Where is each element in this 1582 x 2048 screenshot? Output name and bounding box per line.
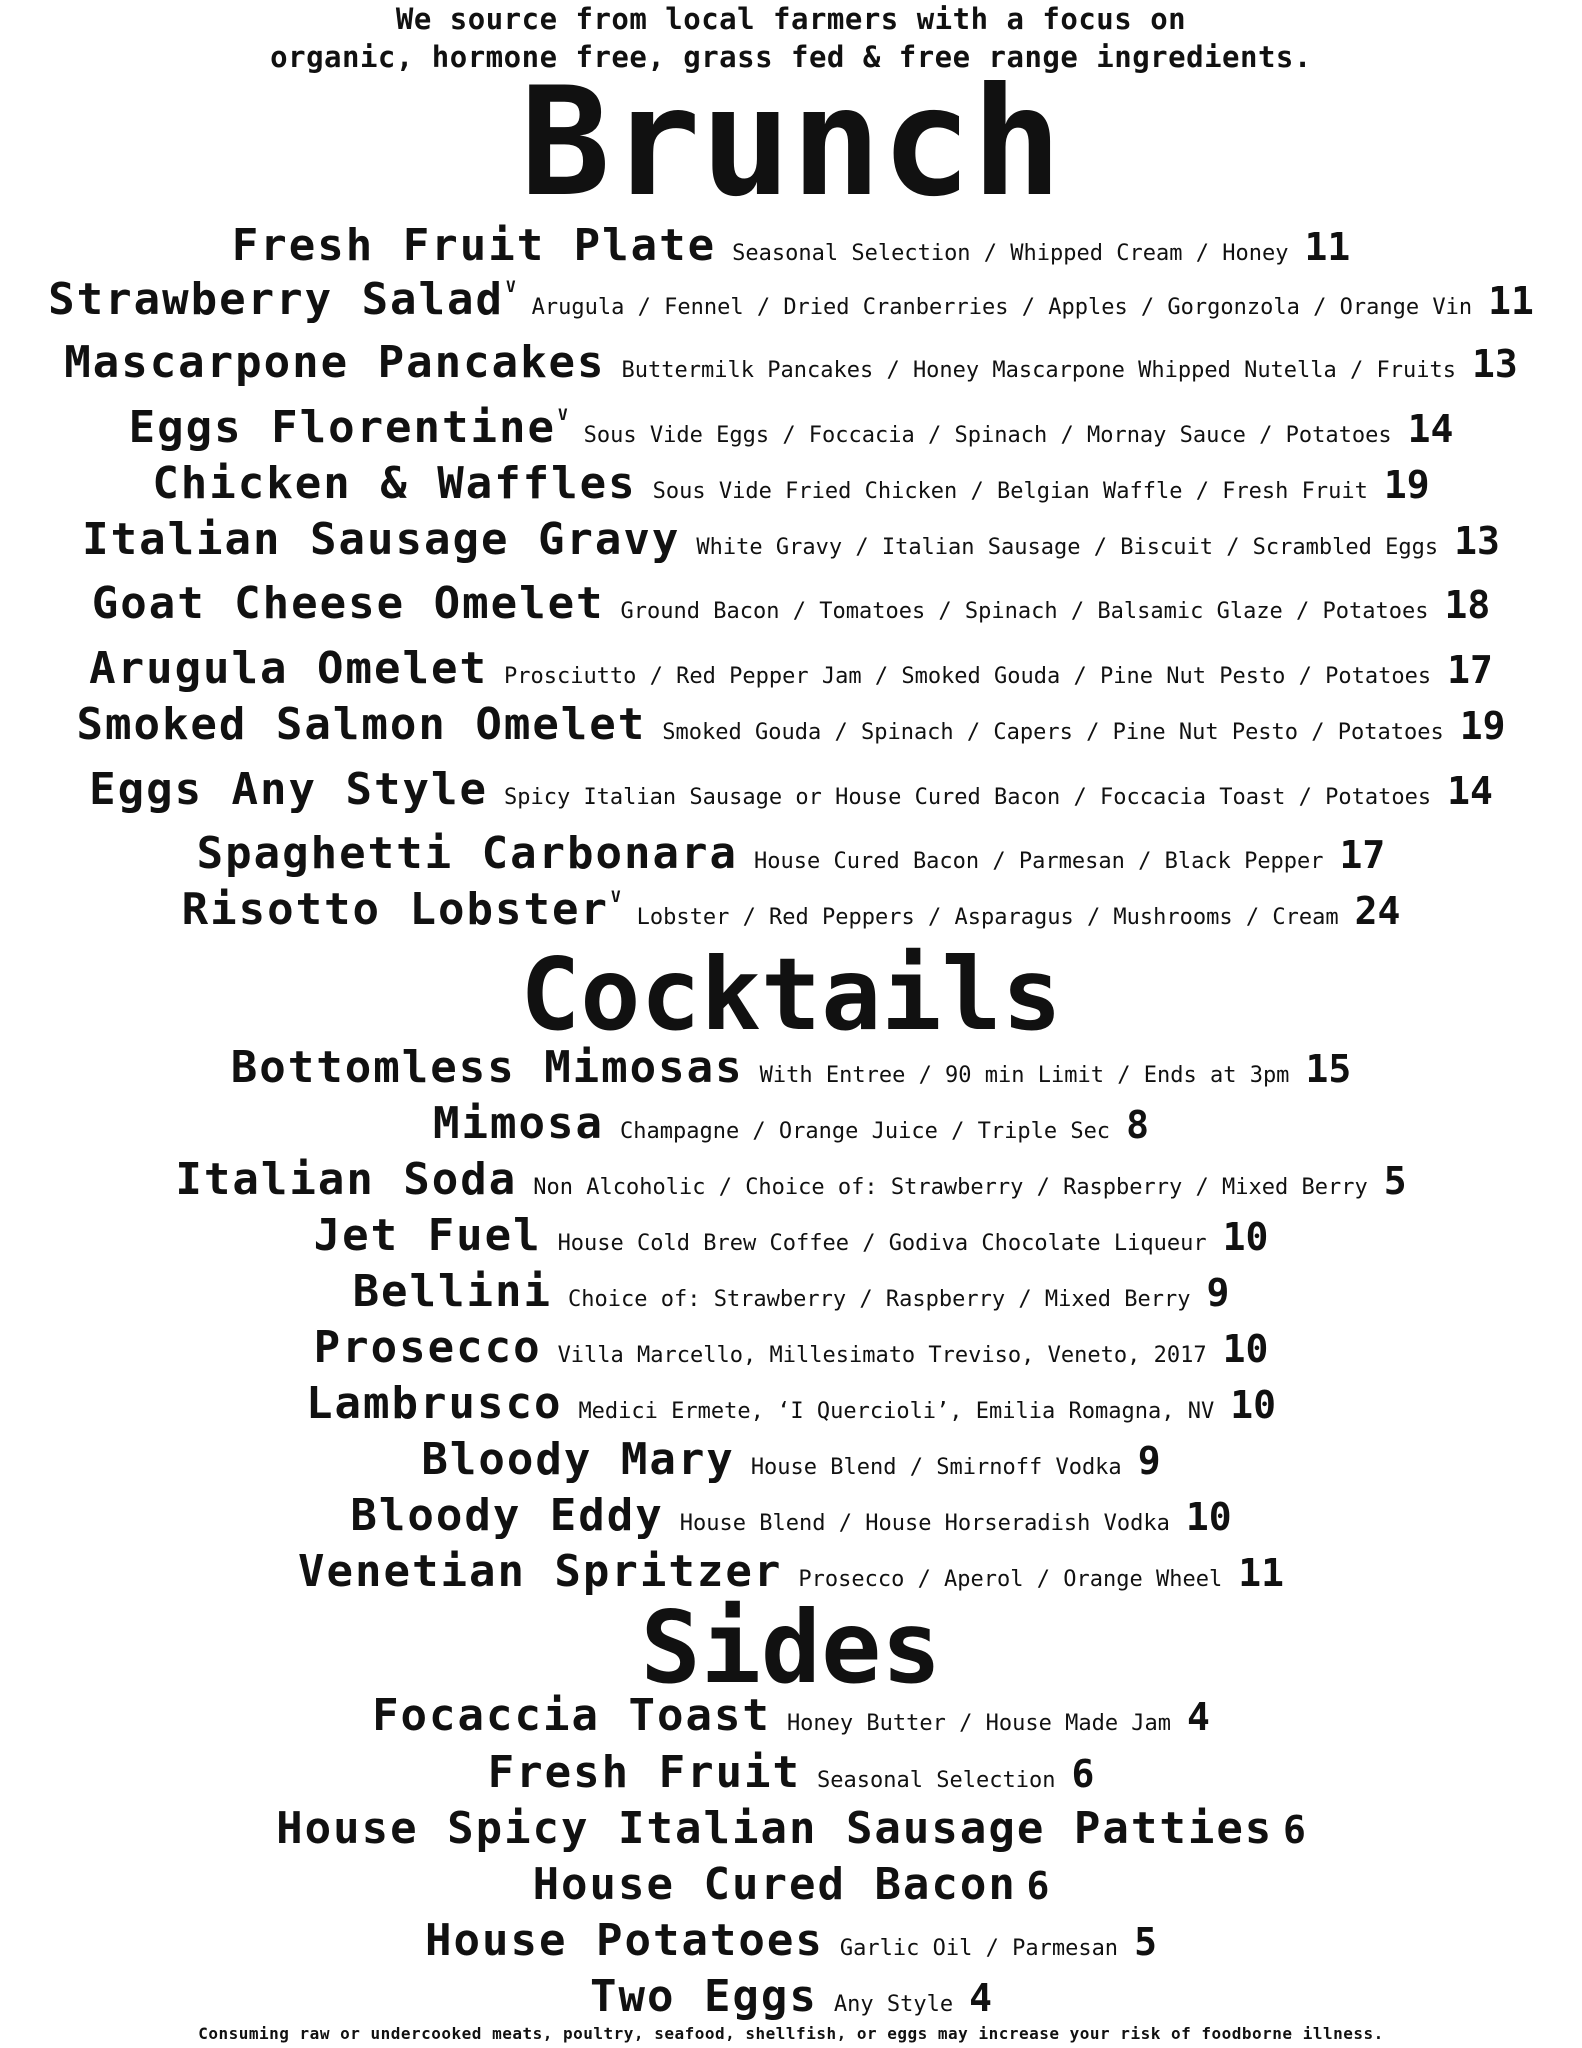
item-name: Focaccia Toast: [372, 1690, 771, 1741]
item-description: Smoked Gouda / Spinach / Capers / Pine Nut Pesto / Potatoes: [662, 720, 1444, 745]
menu-item: [0, 1803, 1582, 1854]
item-description: Buttermilk Pancakes / Honey Mascarpone Whipped Nutella / Fruits: [621, 358, 1456, 383]
item-description: House Cold Brew Coffee / Godiva Chocolate Liqueur: [557, 1231, 1207, 1256]
item-price: 11: [1304, 225, 1351, 269]
item-name: House Potatoes: [425, 1915, 824, 1966]
menu-item: [0, 274, 1582, 325]
section-title-cocktails: Cocktails: [520, 936, 1062, 1053]
item-description: Honey Butter / House Made Jam: [786, 1711, 1172, 1736]
item-name: Mascarpone Pancakes: [64, 337, 606, 388]
item-description: Prosciutto / Red Pepper Jam / Smoked Gouda / Pine Nut Pesto / Potatoes: [503, 664, 1432, 689]
item-description: With Entree / 90 min Limit / Ends at 3pm: [759, 1063, 1290, 1088]
item-description: White Gravy / Italian Sausage / Biscuit / Scrambled Eggs: [696, 535, 1439, 560]
item-price: 24: [1354, 889, 1401, 933]
item-price: 5: [1383, 1159, 1407, 1203]
menu-item: [0, 1859, 1582, 1910]
item-description: Spicy Italian Sausage or House Cured Bacon / Foccacia Toast / Potatoes: [503, 785, 1432, 810]
item-price: 11: [1238, 1551, 1284, 1595]
item-name: Bottomless Mimosas: [230, 1042, 744, 1093]
health-disclaimer: Consuming raw or undercooked meats, poultry, seafood, shellfish, or eggs may increase your risk of foodborne illness.: [198, 2024, 1384, 2043]
item-price: 17: [1447, 648, 1493, 692]
item-price: 5: [1134, 1920, 1157, 1964]
menu-item: [0, 699, 1582, 750]
item-name: Italian Sausage Gravy: [82, 514, 681, 565]
menu-item: [0, 1210, 1582, 1261]
item-price: 17: [1339, 833, 1386, 877]
menu-item: [0, 578, 1582, 629]
item-name: Strawberry Salad: [48, 274, 505, 325]
item-price: 15: [1305, 1047, 1352, 1091]
item-description: Champagne / Orange Juice / Triple Sec: [619, 1119, 1111, 1144]
item-name: Bloody Mary: [421, 1434, 735, 1485]
item-price: 9: [1137, 1439, 1161, 1483]
item-description: Garlic Oil / Parmesan: [839, 1936, 1119, 1961]
item-description: Sous Vide Eggs / Foccacia / Spinach / Mornay Sauce / Potatoes: [583, 423, 1392, 448]
menu-item: [0, 1490, 1582, 1541]
item-price: 13: [1472, 342, 1518, 386]
item-price: 6: [1026, 1864, 1050, 1908]
item-name: House Cured Bacon: [532, 1859, 1017, 1910]
menu-item: [0, 220, 1582, 271]
item-price: 8: [1126, 1103, 1149, 1147]
section-title-sides: Sides: [640, 1589, 942, 1706]
item-price: 13: [1454, 519, 1500, 563]
intro-line-2: organic, hormone free, grass fed & free range ingredients.: [270, 40, 1312, 74]
item-name: Two Eggs: [589, 1971, 818, 2022]
item-name: Prosecco: [313, 1322, 542, 1373]
item-price: 10: [1222, 1327, 1269, 1371]
menu-item: [0, 1154, 1582, 1205]
item-description: Seasonal Selection: [817, 1768, 1056, 1793]
item-description: House Blend / House Horseradish Vodka: [679, 1511, 1170, 1536]
item-description: Lobster / Red Peppers / Asparagus / Mushrooms / Cream: [636, 905, 1339, 930]
menu-item: [0, 1971, 1582, 2022]
item-price: 4: [1187, 1695, 1210, 1739]
item-name: Chicken & Waffles: [152, 458, 637, 509]
menu-item: [0, 1098, 1582, 1149]
menu-item: [0, 1378, 1582, 1429]
menu-item: [0, 1434, 1582, 1485]
menu-item: [0, 1747, 1582, 1798]
menu-item: [0, 514, 1582, 565]
item-description: Villa Marcello, Millesimato Treviso, Veneto, 2017: [557, 1343, 1207, 1368]
item-price: 10: [1230, 1383, 1276, 1427]
item-name: Jet Fuel: [313, 1210, 542, 1261]
item-description: Sous Vide Fried Chicken / Belgian Waffle / Fresh Fruit: [652, 479, 1368, 504]
item-description: House Blend / Smirnoff Vodka: [750, 1455, 1122, 1480]
item-name: Bellini: [352, 1266, 552, 1317]
item-name: Spaghetti Carbonara: [196, 828, 738, 879]
vegetarian-marker: V: [610, 887, 621, 906]
item-name: Smoked Salmon Omelet: [76, 699, 647, 750]
item-description: Non Alcoholic / Choice of: Strawberry / Raspberry / Mixed Berry: [533, 1175, 1368, 1200]
item-name: Fresh Fruit Plate: [231, 220, 717, 271]
item-price: 10: [1222, 1215, 1269, 1259]
item-description: Choice of: Strawberry / Raspberry / Mixed Berry: [568, 1287, 1191, 1312]
menu-item: [0, 828, 1582, 879]
item-price: 14: [1407, 407, 1454, 451]
item-price: 9: [1206, 1271, 1230, 1315]
item-price: 19: [1459, 704, 1506, 748]
item-name: Eggs Florentine: [128, 402, 556, 453]
item-price: 6: [1071, 1752, 1095, 1796]
menu-item: [0, 764, 1582, 815]
menu-item: [0, 643, 1582, 694]
item-name: Mimosa: [433, 1098, 604, 1149]
section-title-brunch: Brunch: [520, 56, 1062, 230]
item-price: 19: [1383, 463, 1430, 507]
item-name: Fresh Fruit: [487, 1747, 802, 1798]
menu-item: [0, 402, 1582, 453]
vegetarian-marker: V: [506, 277, 516, 296]
item-name: Bloody Eddy: [350, 1490, 664, 1541]
menu-item: [0, 1322, 1582, 1373]
item-name: Eggs Any Style: [89, 764, 488, 815]
item-description: Any Style: [833, 1992, 954, 2017]
item-description: Arugula / Fennel / Dried Cranberries / Apples / Gorgonzola / Orange Vin: [531, 295, 1473, 320]
item-name: Lambrusco: [306, 1378, 563, 1429]
item-description: Seasonal Selection / Whipped Cream / Honey: [732, 241, 1289, 266]
item-description: Prosecco / Aperol / Orange Wheel: [798, 1567, 1223, 1592]
item-price: 6: [1282, 1808, 1306, 1852]
item-name: House Spicy Italian Sausage Patties: [276, 1803, 1274, 1854]
item-name: Risotto Lobster: [181, 884, 609, 935]
item-name: Arugula Omelet: [89, 643, 488, 694]
item-description: Ground Bacon / Tomatoes / Spinach / Balsamic Glaze / Potatoes: [620, 599, 1429, 624]
item-price: 11: [1488, 279, 1534, 323]
item-description: Medici Ermete, ‘I Quercioli’, Emilia Romagna, NV: [578, 1399, 1215, 1424]
item-price: 18: [1444, 583, 1491, 627]
item-price: 10: [1185, 1495, 1232, 1539]
vegetarian-marker: V: [558, 405, 568, 424]
item-description: House Cured Bacon / Parmesan / Black Pepper: [754, 849, 1324, 874]
item-price: 4: [969, 1976, 993, 2020]
menu-item: [0, 1690, 1582, 1741]
menu-item: [0, 1915, 1582, 1966]
menu-item: [0, 1042, 1582, 1093]
item-name: Italian Soda: [175, 1154, 518, 1205]
item-name: Goat Cheese Omelet: [91, 578, 605, 629]
intro-line-1: We source from local farmers with a focus on: [395, 2, 1187, 36]
menu-item: [0, 337, 1582, 388]
item-price: 14: [1447, 769, 1493, 813]
menu-item: [0, 1266, 1582, 1317]
menu-item: [0, 458, 1582, 509]
menu-item: [0, 884, 1582, 935]
item-name: Venetian Spritzer: [298, 1546, 783, 1597]
